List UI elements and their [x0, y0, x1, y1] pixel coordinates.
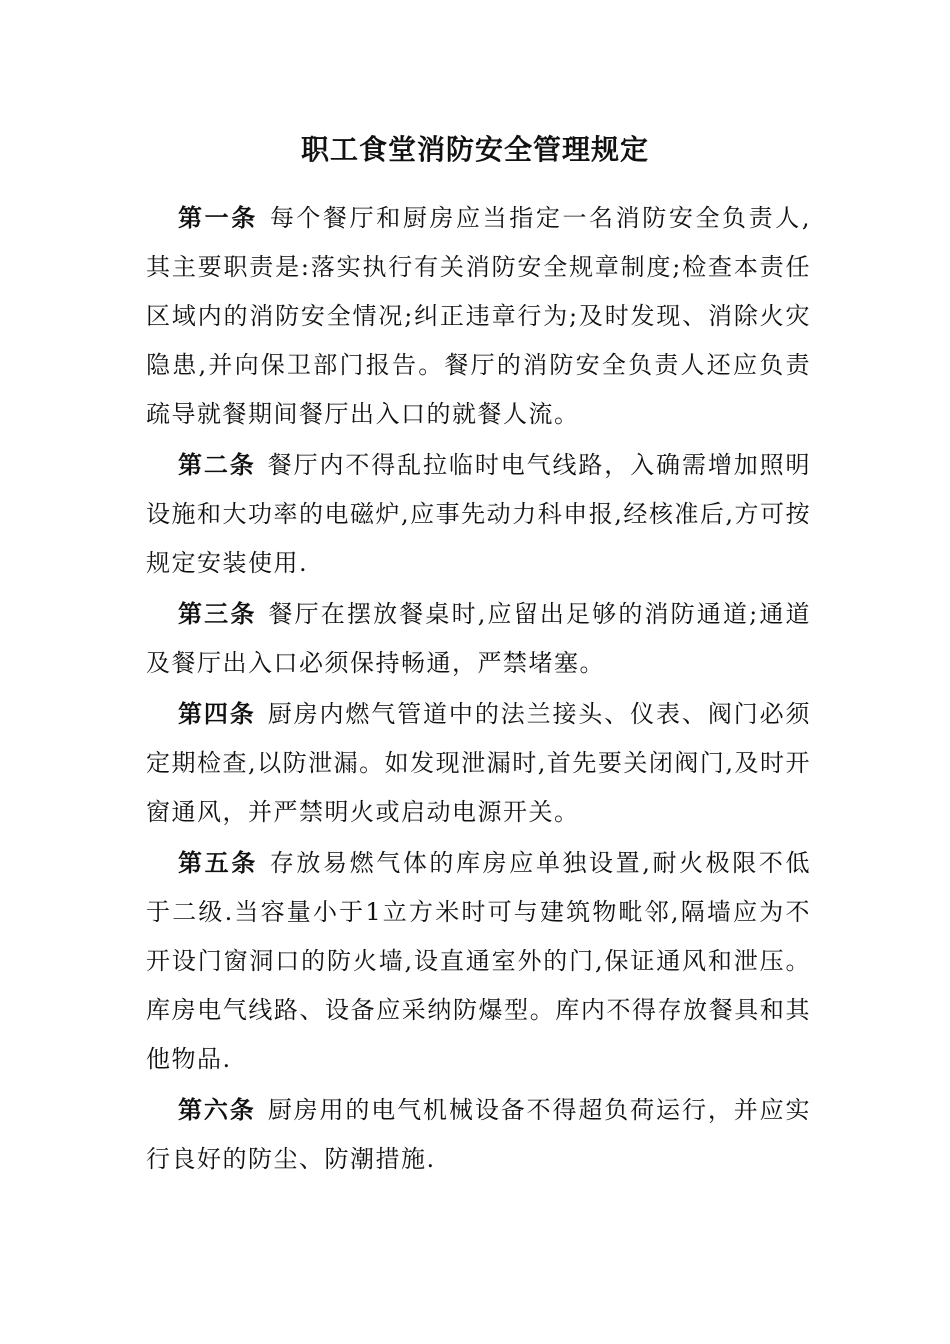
article-4 [146, 689, 811, 837]
article-3 [146, 589, 811, 688]
article-text: 厨房用的电气机械设备不得超负荷运行，并应实行良好的防尘、防潮措施. [146, 1096, 812, 1173]
article-text: 存放易燃气体的库房应单独设置,耐火极限不低于二级.当容量小于1立方米时可与建筑物毗邻,隔墙应为不开设门窗洞口的防火墙,设直通室外的门,保证通风和泄压。库房电气线路、设备应采纳防爆型。库内不得存放餐具和其他物品. [146, 849, 811, 1073]
document-body [146, 193, 811, 1185]
article-label: 第一条 [178, 203, 258, 232]
article-label: 第六条 [178, 1095, 256, 1124]
article-label: 第三条 [178, 599, 257, 628]
article-label: 第四条 [178, 699, 256, 728]
article-1 [146, 193, 811, 439]
article-6 [146, 1085, 811, 1184]
article-text: 餐厅内不得乱拉临时电气线路，入确需增加照明设施和大功率的电磁炉,应事先动力科申报,经核准后,方可按规定安装使用. [146, 451, 812, 577]
article-label: 第五条 [178, 848, 258, 877]
article-2 [146, 440, 811, 588]
article-text: 餐厅在摆放餐桌时,应留出足够的消防通道;通道及餐厅出入口必须保持畅通，严禁堵塞。 [146, 600, 812, 677]
article-5 [146, 838, 811, 1084]
document-title: 职工食堂消防安全管理规定 [300, 133, 649, 166]
article-text: 厨房内燃气管道中的法兰接头、仪表、阀门必须定期检查,以防泄漏。如发现泄漏时,首先要关闭阀门,及时开窗通风，并严禁明火或启动电源开关。 [146, 700, 812, 826]
article-label: 第二条 [178, 450, 256, 479]
article-text: 每个餐厅和厨房应当指定一名消防安全负责人,其主要职责是:落实执行有关消防安全规章制度;检查本责任区域内的消防安全情况;纠正违章行为;及时发现、消除火灾隐患,并向保卫部门报告。餐厅的消防安全负责人还应负责疏导就餐期间餐厅出入口的就餐人流。 [146, 204, 811, 428]
